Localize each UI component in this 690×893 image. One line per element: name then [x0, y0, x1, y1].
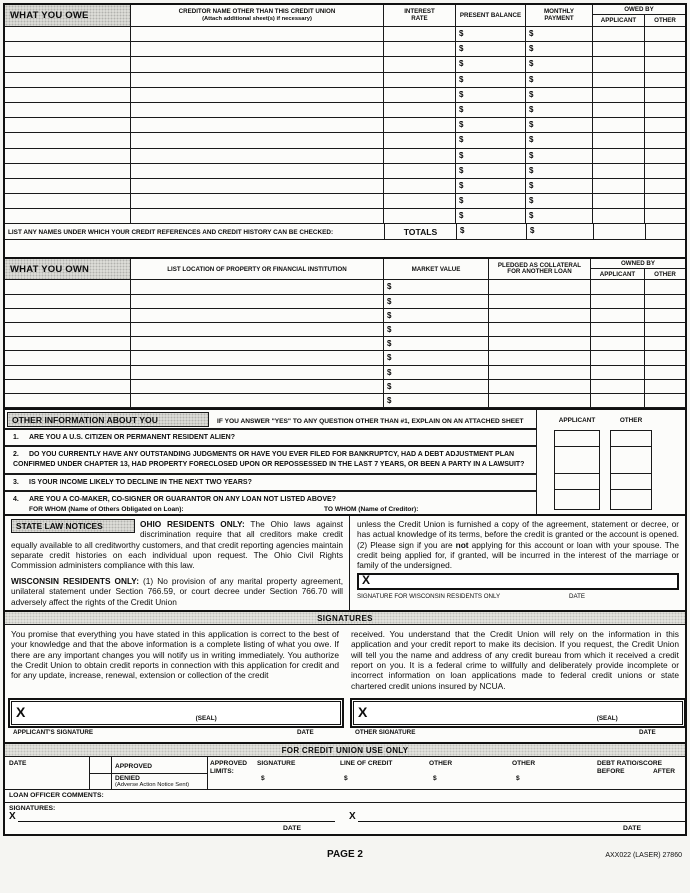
table-row [5, 380, 685, 394]
form-code: AXX022 (LASER) 27860 [605, 852, 682, 859]
entry-cell[interactable] [591, 280, 645, 293]
table-row [5, 337, 685, 351]
owned-by-header [591, 259, 685, 279]
wisconsin-text-right-1: unless the Credit Union is furnished a copy of the agreement, statement or decree, or has actual knowledge of its terms, before the credit is granted or the account is opened. (2) Please sign if you are [357, 519, 679, 550]
entry-cell[interactable] [131, 57, 384, 71]
credit-references-entry-area[interactable] [5, 240, 685, 257]
amount-cell[interactable]: $ [526, 73, 593, 87]
entry-cell[interactable] [5, 149, 131, 163]
table-row [5, 366, 685, 380]
owned-by-label: OWNED BY [591, 259, 685, 269]
cu-signature-line-1[interactable] [9, 812, 335, 822]
credit-references-label: LIST ANY NAMES UNDER WHICH YOUR CREDIT REFERENCES AND CREDIT HISTORY CAN BE CHECKED: [5, 224, 385, 239]
questions-applicant-label: APPLICANT [558, 417, 596, 425]
table-row [5, 42, 685, 57]
entry-cell[interactable] [131, 394, 384, 407]
entry-cell[interactable] [5, 194, 131, 208]
table-row [5, 118, 685, 133]
entry-cell[interactable] [131, 351, 384, 364]
entry-cell[interactable] [131, 42, 384, 56]
owed-by-applicant-label: APPLICANT [593, 15, 645, 26]
location-column-header: LIST LOCATION OF PROPERTY OR FINANCIAL INSTITUTION [131, 259, 384, 279]
entry-cell[interactable] [131, 88, 384, 102]
state-law-right-column [351, 516, 685, 610]
yes-answer-note: IF YOU ANSWER "YES" TO ANY QUESTION OTHER THAN #1, EXPLAIN ON AN ATTACHED SHEET [217, 418, 524, 426]
denied-sub-label: (Adverse Action Notice Sent) [115, 782, 190, 789]
amount-cell[interactable]: $ [526, 27, 593, 41]
entry-cell[interactable] [131, 164, 384, 178]
entry-cell[interactable] [645, 394, 685, 407]
what-you-own-section [5, 257, 685, 408]
entry-cell[interactable] [489, 366, 591, 379]
totals-label: TOTALS [385, 224, 457, 239]
cu-signature-line-2[interactable] [349, 812, 685, 822]
divider [207, 757, 208, 789]
amount-cell[interactable]: $ [384, 380, 489, 393]
signatures-text-left: You promise that everything you have stated in this application is correct to the best of your knowledge and that the above information is a complete listing of what you owe. If there are any important changes you will notify us in writing immediately. You authorize the Credit Union to obtain credit reports in connection with this application for credit and for any update, increase, renewal, extension or collection of the credit [11, 629, 339, 681]
table-row [5, 323, 685, 337]
wisconsin-not: not [455, 539, 469, 550]
credit-union-use-section [5, 742, 685, 834]
interest-rate-header: INTEREST RATE [384, 5, 456, 26]
monthly-payment-header: MONTHLY PAYMENT [526, 5, 593, 26]
entry-cell[interactable] [645, 164, 685, 178]
cu-signature-amount[interactable]: $ [261, 775, 265, 783]
amount-cell[interactable]: $ [456, 133, 526, 147]
entry-cell[interactable] [593, 149, 645, 163]
entry-cell[interactable] [5, 27, 131, 41]
entry-cell[interactable] [5, 309, 131, 322]
cu-other1-amount[interactable]: $ [433, 775, 437, 783]
cu-other2-amount[interactable]: $ [516, 775, 520, 783]
amount-cell[interactable]: $ [384, 337, 489, 350]
wisconsin-text-left: (1) No provision of any marital property agreement, unilateral statement under Section 766.59, or court decree under Section 766.70 will adversely affect the rights of the Credit Union [11, 576, 344, 607]
entry-cell[interactable] [645, 323, 685, 336]
entry-cell[interactable] [5, 280, 131, 293]
entry-cell[interactable] [5, 133, 131, 147]
entry-cell[interactable] [131, 323, 384, 336]
questions-list [5, 430, 536, 518]
entry-cell[interactable] [645, 133, 685, 147]
entry-cell[interactable] [5, 42, 131, 56]
amount-cell[interactable]: $ [384, 309, 489, 322]
amount-cell[interactable]: $ [384, 366, 489, 379]
table-row [5, 103, 685, 118]
own-rows [5, 280, 685, 408]
debt-ratio-before-label: BEFORE [597, 768, 625, 776]
entry-cell[interactable] [645, 149, 685, 163]
signatures-text-right: received. You understand that the Credit Union will rely on the information in this application and your credit report to make its decision. If you request, the Credit Union will tell you the name and address of any credit bureau from which it received a credit report on you. It is a federal crime to willfully and deliberately provide incomplete or incorrect information on loan applications made to federal credit unions or state chartered credit unions insured by NCUA. [351, 629, 679, 691]
applicant-signature-label: APPLICANT'S SIGNATURE [13, 729, 94, 737]
divider [536, 410, 537, 514]
applicant-checkbox-q2[interactable] [555, 447, 599, 474]
entry-cell[interactable] [489, 351, 591, 364]
cu-date-label: DATE [9, 760, 27, 768]
cu-date-label-1: DATE [283, 825, 301, 833]
applicant-answer-column [554, 430, 600, 510]
amount-cell[interactable]: $ [526, 118, 593, 132]
entry-cell[interactable] [489, 394, 591, 407]
amount-cell[interactable]: $ [526, 133, 593, 147]
ohio-heading: OHIO RESIDENTS ONLY: [140, 519, 245, 530]
entry-cell[interactable] [384, 57, 456, 71]
what-you-own-title: WHAT YOU OWN [5, 259, 131, 279]
entry-cell[interactable] [131, 118, 384, 132]
entry-cell[interactable] [5, 394, 131, 407]
loan-officer-comments-row[interactable] [5, 790, 685, 803]
other-information-section [5, 408, 685, 514]
amount-cell[interactable]: $ [456, 42, 526, 56]
amount-cell[interactable]: $ [526, 88, 593, 102]
cu-other1-label: OTHER [429, 760, 453, 768]
entry-cell[interactable] [645, 209, 685, 223]
entry-cell[interactable] [645, 366, 685, 379]
amount-cell[interactable]: $ [456, 179, 526, 193]
entry-cell[interactable] [5, 366, 131, 379]
table-row [5, 179, 685, 194]
entry-cell[interactable] [645, 118, 685, 132]
credit-union-approval-row [5, 757, 685, 790]
amount-cell[interactable]: $ [384, 295, 489, 308]
entry-cell[interactable] [593, 133, 645, 147]
entry-cell[interactable] [5, 337, 131, 350]
entry-cell[interactable] [593, 118, 645, 132]
table-row [5, 27, 685, 42]
other-information-title: OTHER INFORMATION ABOUT YOU [7, 412, 209, 427]
table-row [5, 73, 685, 88]
creditor-header-sub: (Attach additional sheet(s) if necessary) [202, 15, 312, 22]
line-of-credit-amount[interactable]: $ [344, 775, 348, 783]
questions-other-label: OTHER [619, 417, 643, 425]
table-row [5, 164, 685, 179]
entry-cell[interactable] [645, 280, 685, 293]
entry-cell[interactable] [489, 323, 591, 336]
state-law-title: STATE LAW NOTICES [11, 519, 135, 533]
x-mark: X [349, 811, 356, 823]
entry-cell[interactable] [645, 337, 685, 350]
entry-cell[interactable] [5, 179, 131, 193]
credit-union-use-title: FOR CREDIT UNION USE ONLY [5, 744, 685, 757]
entry-cell[interactable] [593, 73, 645, 87]
entry-cell[interactable] [131, 149, 384, 163]
what-you-owe-header [5, 5, 685, 27]
page-number: PAGE 2 [327, 849, 363, 860]
table-row [5, 394, 685, 408]
amount-cell[interactable]: $ [456, 103, 526, 117]
amount-cell[interactable]: $ [384, 351, 489, 364]
entry-cell[interactable] [5, 118, 131, 132]
amount-cell[interactable]: $ [526, 57, 593, 71]
other-checkbox-q1[interactable] [611, 431, 651, 447]
amount-cell[interactable]: $ [526, 42, 593, 56]
entry-cell[interactable] [384, 42, 456, 56]
entry-cell[interactable] [131, 280, 384, 293]
x-mark: X [9, 811, 16, 823]
table-row [5, 309, 685, 323]
entry-cell[interactable] [384, 118, 456, 132]
entry-cell[interactable] [593, 88, 645, 102]
entry-cell[interactable] [131, 309, 384, 322]
debt-ratio-after-label: AFTER [653, 768, 675, 776]
entry-cell[interactable] [593, 194, 645, 208]
entry-cell[interactable] [645, 194, 685, 208]
entry-cell[interactable] [645, 103, 685, 117]
entry-cell[interactable] [645, 179, 685, 193]
amount-cell[interactable]: $ [456, 149, 526, 163]
entry-cell[interactable] [384, 179, 456, 193]
state-law-notices-section [5, 514, 685, 610]
entry-cell[interactable] [645, 42, 685, 56]
owed-by-other-label: OTHER [654, 17, 676, 24]
amount-cell[interactable]: $ [526, 103, 593, 117]
owed-by-header [593, 5, 685, 26]
table-row [5, 194, 685, 209]
divider [89, 773, 207, 774]
other-signature-box[interactable] [353, 701, 683, 725]
entry-cell[interactable] [131, 73, 384, 87]
wisconsin-signature-box[interactable] [357, 573, 679, 590]
other-date-label: DATE [639, 729, 656, 737]
wisconsin-signature-label: SIGNATURE FOR WISCONSIN RESIDENTS ONLY [357, 593, 501, 601]
amount-cell[interactable]: $ [456, 57, 526, 71]
entry-cell[interactable] [384, 133, 456, 147]
totals-other-cell[interactable] [646, 224, 685, 239]
entry-cell[interactable] [645, 309, 685, 322]
wisconsin-text-right-2: applying for this account or loan with your spouse. The credit being applied for, if granted, will be incurred in the interest of the marriage or family of the undersigned. [357, 539, 680, 570]
amount-cell[interactable]: $ [456, 27, 526, 41]
table-row [5, 149, 685, 164]
credit-union-signatures-row [5, 803, 685, 834]
entry-cell[interactable] [384, 164, 456, 178]
amount-cell[interactable]: $ [456, 164, 526, 178]
entry-cell[interactable] [5, 209, 131, 223]
entry-cell[interactable] [593, 164, 645, 178]
owe-totals-row [5, 224, 685, 240]
amount-cell[interactable]: $ [526, 179, 593, 193]
entry-cell[interactable] [384, 149, 456, 163]
entry-cell[interactable] [593, 209, 645, 223]
applicant-signature-box[interactable] [11, 701, 341, 725]
amount-cell[interactable]: $ [456, 73, 526, 87]
state-law-left-column [5, 516, 350, 612]
entry-cell[interactable] [5, 164, 131, 178]
signatures-section [5, 610, 685, 742]
amount-cell[interactable]: $ [456, 118, 526, 132]
amount-cell[interactable]: $ [384, 280, 489, 293]
entry-cell[interactable] [384, 209, 456, 223]
entry-cell[interactable] [591, 366, 645, 379]
entry-cell[interactable] [645, 73, 685, 87]
table-row [5, 57, 685, 72]
entry-cell[interactable] [591, 295, 645, 308]
entry-cell[interactable] [384, 194, 456, 208]
other-checkbox-q3[interactable] [611, 474, 651, 490]
entry-cell[interactable] [489, 295, 591, 308]
entry-cell[interactable] [489, 280, 591, 293]
entry-cell[interactable] [131, 366, 384, 379]
entry-cell[interactable] [384, 27, 456, 41]
owe-rows [5, 27, 685, 224]
for-whom-label: FOR WHOM (Name of Others Obligated on Loan): [29, 505, 184, 513]
entry-cell[interactable] [645, 27, 685, 41]
other-answer-column [610, 430, 652, 510]
signature-rule [358, 812, 685, 822]
entry-cell[interactable] [5, 323, 131, 336]
ohio-text: The Ohio laws against discrimination require that all creditors make credit equally available to all creditworthy customers, and that credit reporting agencies maintain separate credit histories on each individual upon request. The Ohio Civil Rights Commission administers compliance with this law. [11, 519, 344, 570]
line-of-credit-label: LINE OF CREDIT [340, 760, 393, 768]
question-3: 3. IS YOUR INCOME LIKELY TO DECLINE IN THE NEXT TWO YEARS? [5, 475, 536, 492]
table-row [5, 280, 685, 294]
present-balance-header: PRESENT BALANCE [456, 5, 526, 26]
what-you-own-header [5, 259, 685, 280]
entry-cell[interactable] [384, 103, 456, 117]
applicant-checkbox-q4[interactable] [555, 490, 599, 509]
amount-cell[interactable]: $ [526, 209, 593, 223]
owned-by-applicant-label: APPLICANT [591, 269, 645, 279]
entry-cell[interactable] [5, 351, 131, 364]
totals-payment-cell[interactable]: $ [527, 224, 594, 239]
entry-cell[interactable] [591, 394, 645, 407]
entry-cell[interactable] [591, 351, 645, 364]
entry-cell[interactable] [131, 133, 384, 147]
entry-cell[interactable] [131, 295, 384, 308]
approved-checkbox[interactable] [91, 759, 110, 772]
entry-cell[interactable] [131, 179, 384, 193]
totals-balance-cell[interactable]: $ [457, 224, 527, 239]
entry-cell[interactable] [384, 73, 456, 87]
entry-cell[interactable] [593, 42, 645, 56]
what-you-owe-title: WHAT YOU OWE [5, 5, 131, 26]
entry-cell[interactable] [131, 337, 384, 350]
entry-cell[interactable] [5, 380, 131, 393]
to-whom-label: TO WHOM (Name of Creditor): [324, 505, 419, 513]
entry-cell[interactable] [5, 103, 131, 117]
amount-cell[interactable]: $ [384, 323, 489, 336]
totals-applicant-cell[interactable] [594, 224, 646, 239]
entry-cell[interactable] [591, 309, 645, 322]
market-value-header: MARKET VALUE [384, 259, 489, 279]
question-2: 2. DO YOU CURRENTLY HAVE ANY OUTSTANDING JUDGMENTS OR HAVE YOU EVER FILED FOR BANKRUPTCY, HAD A DEBT ADJUSTMENT PLAN CONFIRMED UNDER CHAPTER 13, HAD PROPERTY FORECLOSED UPON OR REPOSSESSED IN THE LAST 7 YEARS, OR BEEN A PARTY IN A LAWSUIT? [5, 447, 536, 475]
creditor-header-main: CREDITOR NAME OTHER THAN THIS CREDIT UNION [178, 7, 336, 15]
entry-cell[interactable] [591, 337, 645, 350]
applicant-checkbox-q1[interactable] [555, 431, 599, 447]
signature-rule [18, 812, 335, 822]
amount-cell[interactable]: $ [526, 164, 593, 178]
applicant-checkbox-q3[interactable] [555, 474, 599, 490]
question-4: 4. ARE YOU A CO-MAKER, CO-SIGNER OR GUARANTOR ON ANY LOAN NOT LISTED ABOVE? FOR WHOM (Name of Others Obligated on Loan): TO WHOM (Name of Creditor): [13, 496, 419, 513]
table-row [5, 133, 685, 148]
denied-label: DENIED [115, 775, 140, 783]
cu-date-label-2: DATE [623, 825, 641, 833]
wisconsin-heading: WISCONSIN RESIDENTS ONLY: [11, 576, 139, 587]
entry-cell[interactable] [5, 57, 131, 71]
amount-cell[interactable]: $ [526, 149, 593, 163]
table-row [5, 295, 685, 309]
other-checkbox-q2[interactable] [611, 447, 651, 474]
amount-cell[interactable]: $ [384, 394, 489, 407]
entry-cell[interactable] [131, 27, 384, 41]
entry-cell[interactable] [645, 351, 685, 364]
entry-cell[interactable] [593, 103, 645, 117]
entry-cell[interactable] [591, 380, 645, 393]
amount-cell[interactable]: $ [526, 194, 593, 208]
owned-by-other-label: OTHER [654, 270, 676, 278]
table-row [5, 88, 685, 103]
cu-other2-label: OTHER [512, 760, 536, 768]
denied-checkbox[interactable] [91, 775, 110, 788]
entry-cell[interactable] [645, 57, 685, 71]
signatures-text [5, 625, 685, 699]
entry-cell[interactable] [5, 88, 131, 102]
entry-cell[interactable] [384, 88, 456, 102]
pledged-collateral-header: PLEDGED AS COLLATERAL FOR ANOTHER LOAN [489, 259, 591, 279]
x-mark: X [358, 704, 368, 721]
amount-cell[interactable]: $ [456, 209, 526, 223]
entry-cell[interactable] [645, 295, 685, 308]
table-row [5, 209, 685, 224]
signatures-title: SIGNATURES [5, 612, 685, 625]
amount-cell[interactable]: $ [456, 88, 526, 102]
seal-label: (SEAL) [195, 715, 217, 723]
entry-cell[interactable] [645, 380, 685, 393]
applicant-date-label: DATE [297, 729, 314, 737]
cu-signature-label: SIGNATURE [257, 760, 296, 768]
other-signature-label: OTHER SIGNATURE [355, 729, 416, 737]
x-mark: X [16, 704, 26, 721]
amount-cell[interactable]: $ [456, 194, 526, 208]
owed-by-label: OWED BY [593, 5, 685, 15]
loan-application-page2 [3, 3, 687, 836]
cu-signatures-label: SIGNATURES: [9, 805, 56, 813]
table-row [5, 351, 685, 365]
entry-cell[interactable] [645, 88, 685, 102]
entry-cell[interactable] [489, 337, 591, 350]
entry-cell[interactable] [131, 380, 384, 393]
entry-cell[interactable] [131, 194, 384, 208]
debt-ratio-label: DEBT RATIO/SCORE [597, 760, 663, 768]
approved-limits-label: APPROVED LIMITS: [210, 760, 248, 776]
entry-cell[interactable] [591, 323, 645, 336]
wisconsin-date-label: DATE [569, 593, 586, 601]
creditor-column-header [131, 5, 384, 26]
entry-cell[interactable] [131, 103, 384, 117]
seal-label: (SEAL) [596, 715, 618, 723]
entry-cell[interactable] [489, 380, 591, 393]
other-checkbox-q4[interactable] [611, 490, 651, 509]
entry-cell[interactable] [593, 27, 645, 41]
entry-cell[interactable] [5, 73, 131, 87]
entry-cell[interactable] [5, 295, 131, 308]
entry-cell[interactable] [489, 309, 591, 322]
question-1: 1. ARE YOU A U.S. CITIZEN OR PERMANENT RESIDENT ALIEN? [5, 430, 536, 447]
entry-cell[interactable] [131, 209, 384, 223]
x-mark: X [362, 573, 371, 588]
loan-officer-comments-label: LOAN OFFICER COMMENTS: [9, 792, 104, 800]
entry-cell[interactable] [593, 179, 645, 193]
entry-cell[interactable] [593, 57, 645, 71]
approved-label: APPROVED [115, 763, 153, 771]
